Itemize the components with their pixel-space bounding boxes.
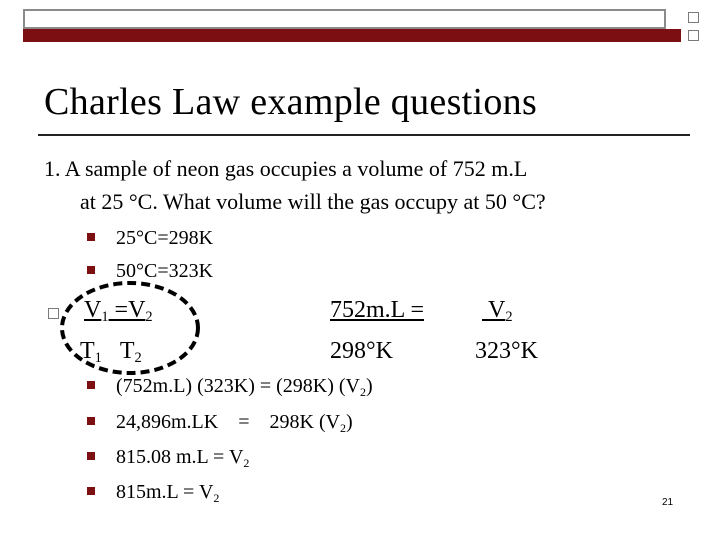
value-numerator-left: 752m.L = <box>330 297 424 323</box>
conversion-50c: 50°C=323K <box>116 260 214 282</box>
slide-title: Charles Law example questions <box>44 81 538 123</box>
corner-square-icon <box>688 30 699 41</box>
formula-numerator: $V_1 =V_2$ <box>84 297 153 325</box>
value-numerator-right: $V_2$ <box>488 297 513 325</box>
page-number: 21 <box>662 497 674 508</box>
value-denominator-left: 298°K <box>330 338 393 364</box>
corner-square-icon <box>688 12 699 23</box>
header-band <box>23 29 681 42</box>
step-2: 24,896m.LK = 298K $(V_2)$ <box>116 411 353 435</box>
step-3: 815.08 $m.L = V_2$ <box>116 446 250 470</box>
square-bullet-icon <box>87 417 95 425</box>
question-line-2: at 25 °C. What volume will the gas occupy at 50 °C? <box>80 189 546 214</box>
value-denominator-right: 323°K <box>475 338 538 364</box>
square-bullet-icon <box>87 266 95 274</box>
conversion-25c: 25°C=298K <box>116 227 214 249</box>
square-bullet-icon <box>87 233 95 241</box>
step-4: $815m.L = V_2$ <box>116 481 220 505</box>
step-1: (752m.L) (323K) = (298K) $(V_2)$ <box>116 375 373 399</box>
question-line-1: 1. A sample of neon gas occupies a volume of 752 m.L <box>44 156 528 181</box>
header-frame <box>23 9 666 29</box>
square-bullet-icon <box>87 381 95 389</box>
formula-denominator: $T_1$ $T_2$ <box>80 338 142 366</box>
title-divider <box>38 134 690 136</box>
square-bullet-icon <box>87 487 95 495</box>
square-bullet-icon <box>87 452 95 460</box>
